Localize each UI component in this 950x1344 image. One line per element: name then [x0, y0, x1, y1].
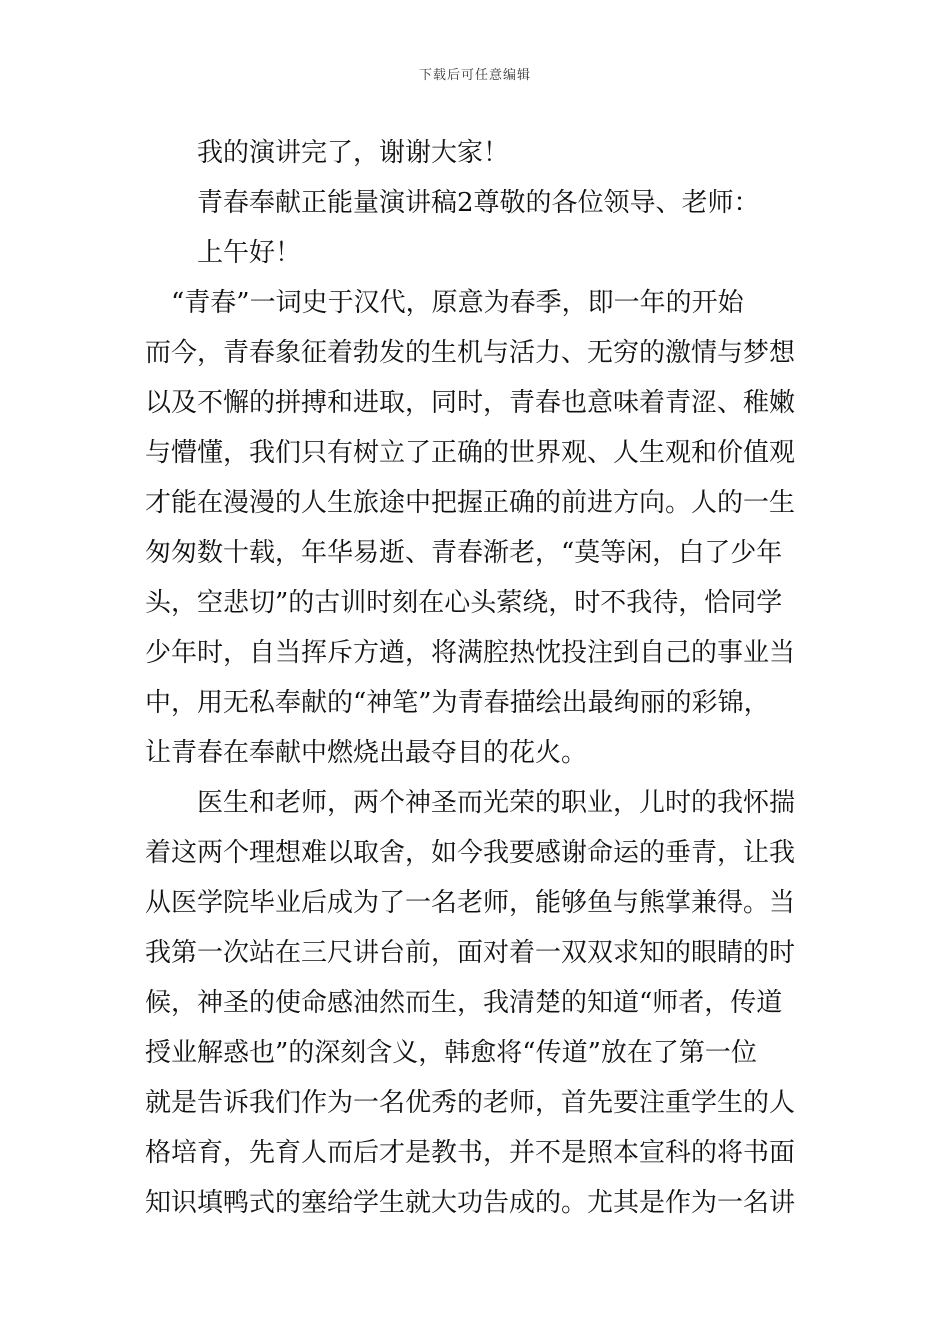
text-line: 我的演讲完了，谢谢大家！: [197, 138, 510, 168]
text-line: 格培育，先育人而后才是教书，并不是照本宣科的将书面: [145, 1138, 796, 1168]
text-line: 从医学院毕业后成为了一名老师，能够鱼与熊掌兼得。当: [145, 888, 796, 918]
text-line: 授业解惑也”的深刻含义，韩愈将“传道”放在了第一位: [145, 1038, 757, 1068]
text-line: 与懵懂，我们只有树立了正确的世界观、人生观和价值观: [145, 438, 796, 468]
text-line: 而今，青春象征着勃发的生机与活力、无穷的激情与梦想: [145, 338, 796, 368]
text-line: 以及不懈的拼搏和进取，同时，青春也意味着青涩、稚嫩: [145, 388, 796, 418]
text-line: 知识填鸭式的塞给学生就大功告成的。尤其是作为一名讲: [145, 1188, 796, 1218]
text-line: 匆匆数十载，年华易逝、青春渐老，“莫等闲，白了少年: [145, 538, 783, 568]
text-line: 候，神圣的使命感油然而生，我清楚的知道“师者，传道: [145, 988, 783, 1018]
text-line: “青春”一词史于汉代，原意为春季，即一年的开始: [171, 288, 744, 318]
text-line: 就是告诉我们作为一名优秀的老师，首先要注重学生的人: [145, 1088, 796, 1118]
text-line: 青春奉献正能量演讲稿2尊敬的各位领导、老师：: [197, 188, 760, 218]
text-line: 让青春在奉献中燃烧出最夺目的花火。: [145, 738, 588, 768]
document-body: [145, 128, 810, 1228]
text-line: 少年时，自当挥斥方遒，将满腔热忱投注到自己的事业当: [145, 638, 796, 668]
text-line: 才能在漫漫的人生旅途中把握正确的前进方向。人的一生: [145, 488, 796, 518]
page-header: 下载后可任意编辑: [418, 68, 531, 83]
text-line: 我第一次站在三尺讲台前，面对着一双双求知的眼睛的时: [145, 938, 796, 968]
text-line: 头，空悲切”的古训时刻在心头萦绕，时不我待，恰同学: [145, 588, 783, 618]
text-line: 中，用无私奉献的“神笔”为青春描绘出最绚丽的彩锦，: [145, 688, 770, 718]
text-line: 着这两个理想难以取舍，如今我要感谢命运的垂青，让我: [145, 838, 796, 868]
text-line: 医生和老师，两个神圣而光荣的职业，儿时的我怀揣: [197, 788, 796, 818]
text-line: 上午好！: [197, 238, 302, 268]
